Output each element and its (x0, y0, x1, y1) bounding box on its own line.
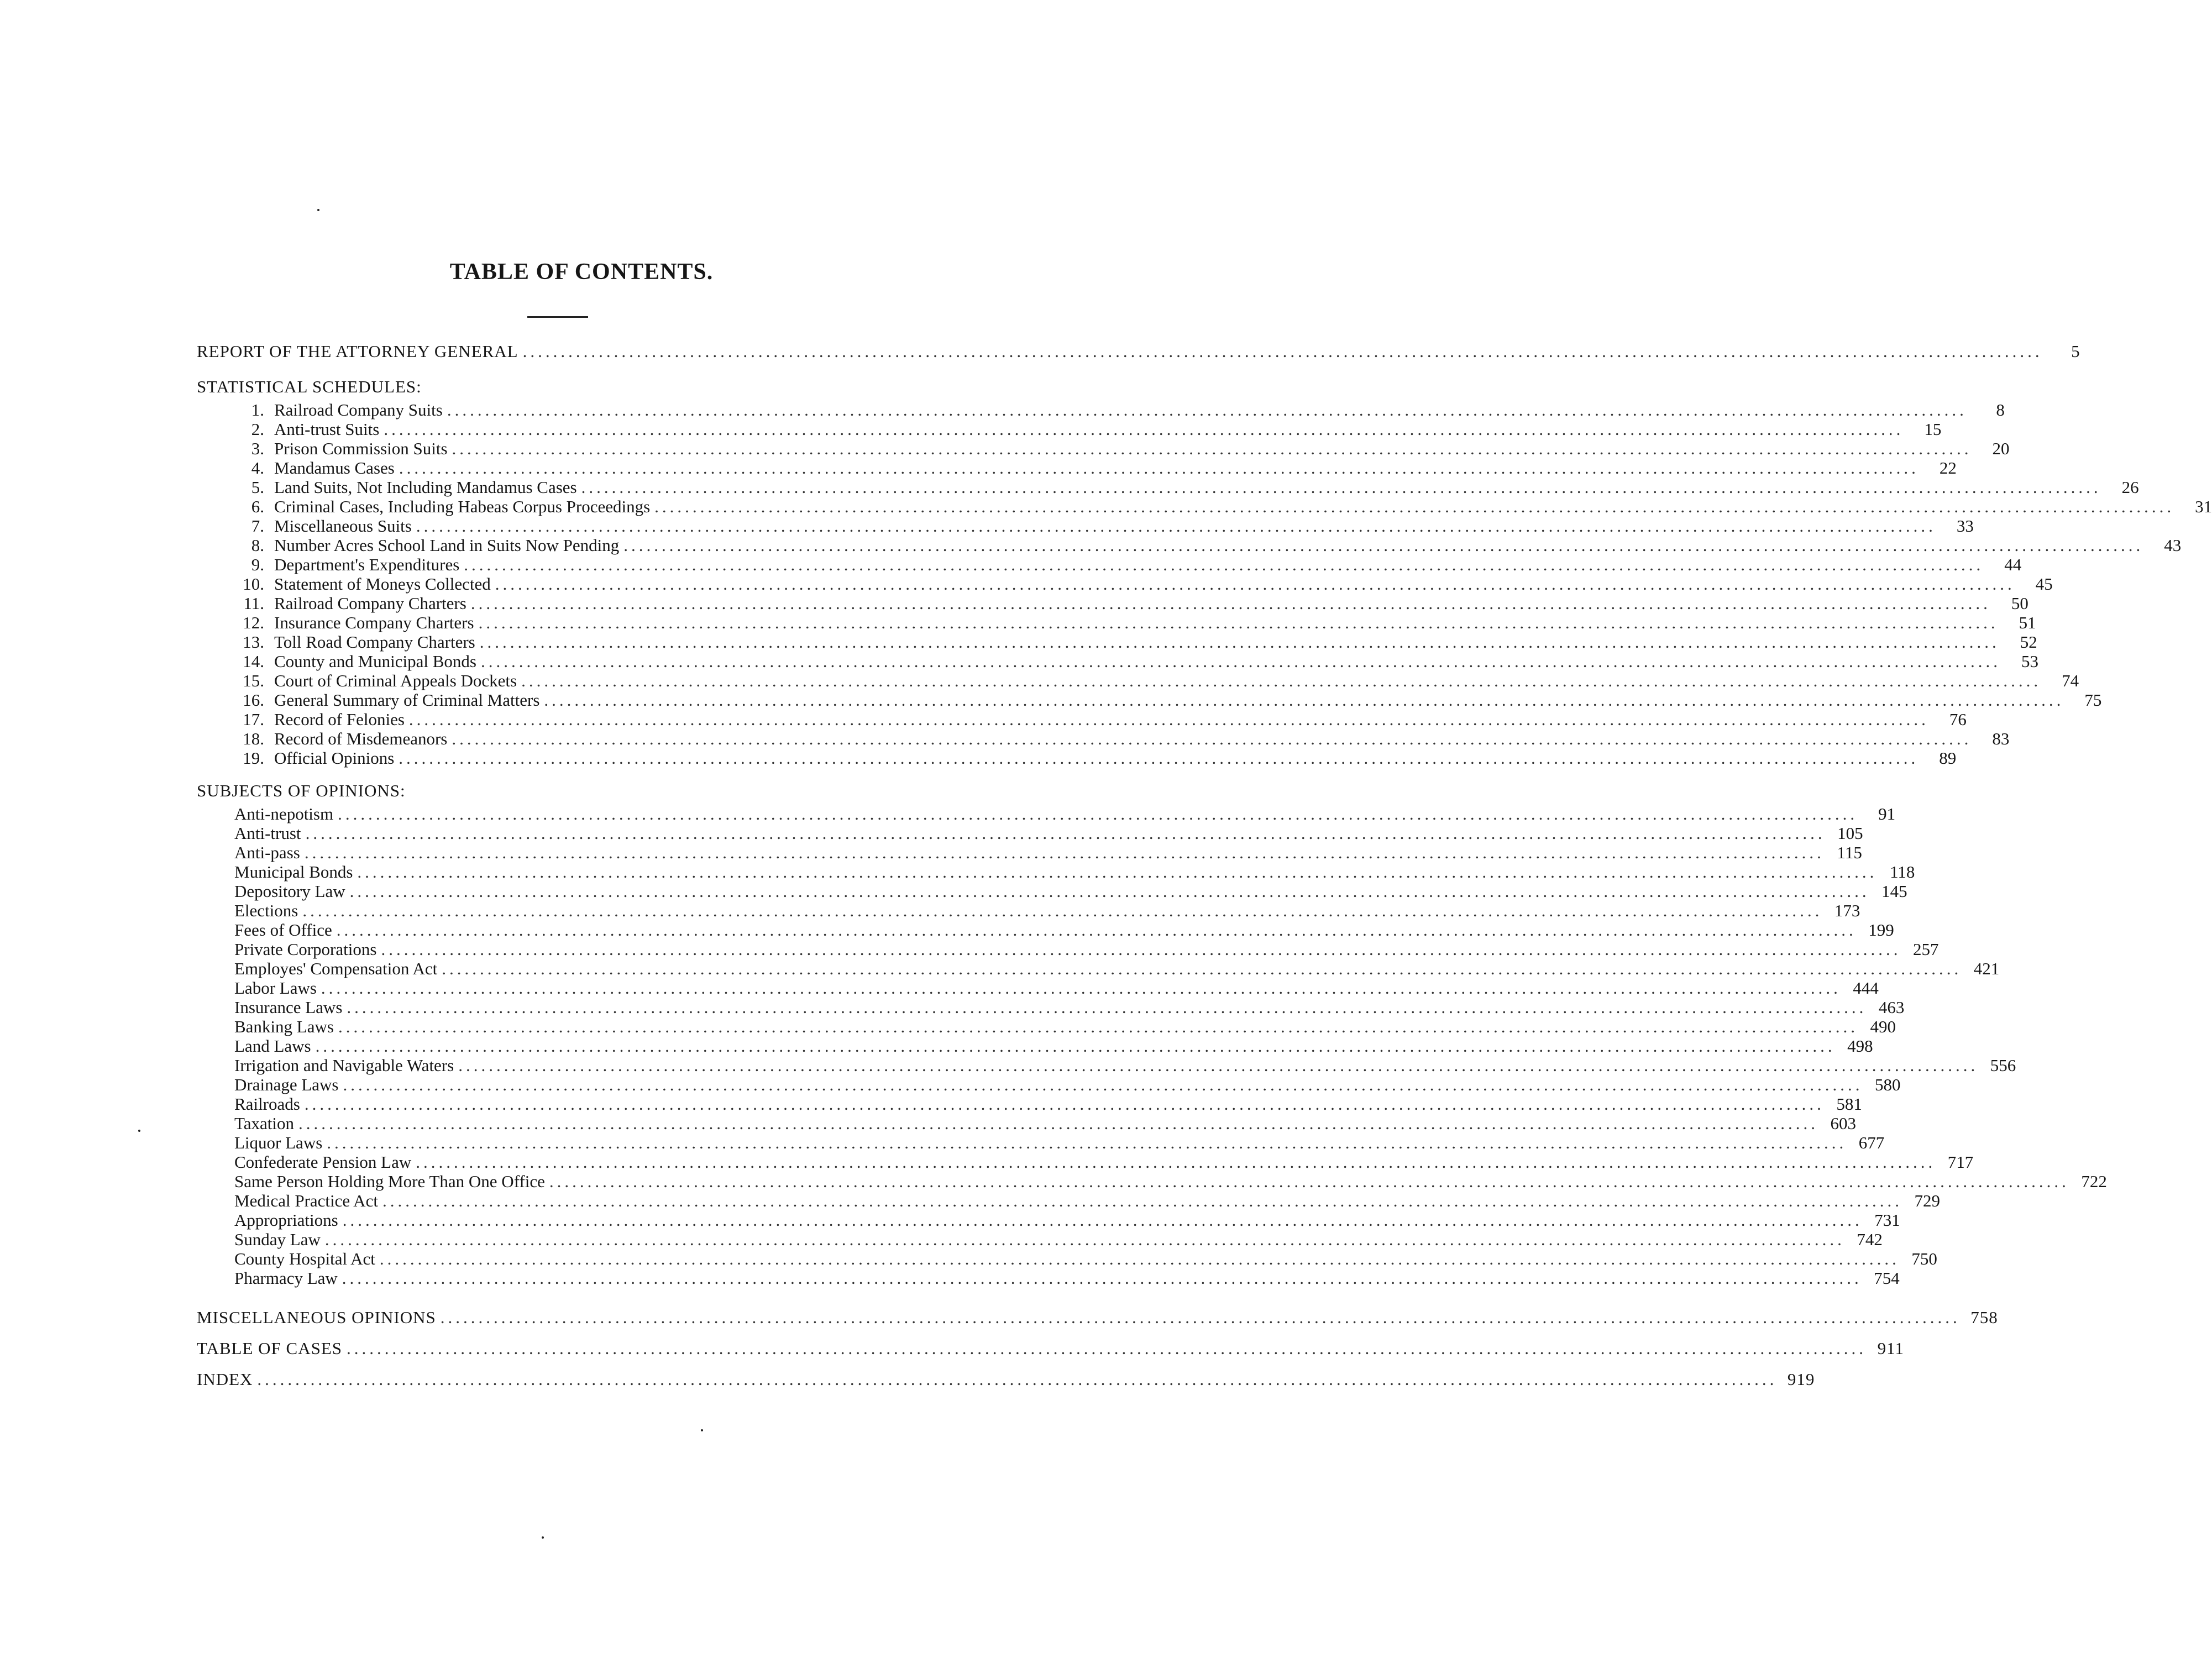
toc-entry-label: Municipal Bonds (234, 862, 353, 882)
toc-entry (197, 458, 1957, 478)
toc-entry-page: 257 (1912, 940, 1939, 959)
toc-entry-number: 11. (243, 594, 264, 613)
toc-entry-label: Number Acres School Land in Suits Now Pending (274, 536, 620, 555)
toc-entry-label: Drainage Laws (234, 1075, 339, 1094)
dot-leader: ........................................................................................................................................................................................................ (343, 1075, 1863, 1094)
toc-entry-label: Land Suits, Not Including Mandamus Cases (274, 478, 577, 497)
statistical-schedules-list (197, 400, 2212, 768)
toc-entry-page: 52 (2020, 632, 2037, 652)
toc-entry-label: Irrigation and Navigable Waters (234, 1056, 454, 1075)
toc-entry-page: 729 (1914, 1191, 1940, 1210)
toc-entry-label: MISCELLANEOUS OPINIONS (197, 1308, 436, 1327)
dot-leader: ........................................................................................................................................................................................................ (349, 882, 1870, 901)
toc-entry-label: REPORT OF THE ATTORNEY GENERAL (197, 342, 518, 361)
toc-entry-page: 199 (1868, 920, 1894, 940)
dot-leader: ........................................................................................................................................................................................................ (315, 1036, 1836, 1056)
dot-leader: ........................................................................................................................................................................................................ (470, 594, 1991, 613)
toc-entry-page: 731 (1874, 1210, 1900, 1230)
toc-entry-label: Insurance Laws (234, 998, 343, 1017)
toc-entry (197, 1210, 1900, 1230)
toc-entry-page: 556 (1990, 1056, 2016, 1075)
toc-entry-number: 1. (251, 400, 264, 419)
toc-entry-label: Taxation (234, 1114, 295, 1133)
toc-entry (197, 843, 1862, 862)
dot-leader: ........................................................................................................................................................................................................ (257, 1370, 1778, 1389)
toc-entry-page: 603 (1830, 1114, 1857, 1133)
toc-entry-label: Prison Commission Suits (274, 439, 448, 458)
dot-leader: ........................................................................................................................................................................................................ (304, 843, 1825, 862)
toc-entry-label: Medical Practice Act (234, 1191, 378, 1210)
dot-leader: ........................................................................................................................................................................................................ (521, 671, 2042, 690)
toc-entry (197, 400, 2005, 419)
dot-leader: ........................................................................................................................................................................................................ (304, 1094, 1825, 1114)
title-rule (527, 316, 588, 318)
dot-leader: ........................................................................................................................................................................................................ (357, 862, 1878, 882)
dot-leader: ........................................................................................................................................................................................................ (338, 804, 1858, 823)
toc-entry-label: Mandamus Cases (274, 458, 395, 478)
dot-leader: ........................................................................................................................................................................................................ (336, 920, 1857, 940)
dot-leader: ........................................................................................................................................................................................................ (458, 1056, 1979, 1075)
toc-entry-label: Anti-nepotism (234, 804, 334, 823)
toc-entry-label: County and Municipal Bonds (274, 652, 476, 671)
toc-entry-page: 742 (1857, 1230, 1883, 1249)
toc-entry-label: County Hospital Act (234, 1249, 375, 1268)
toc-entry-label: Pharmacy Law (234, 1268, 338, 1288)
toc-entry (197, 1094, 1862, 1114)
print-speck (542, 1536, 544, 1539)
dot-leader: ........................................................................................................................................................................................................ (342, 1268, 1862, 1288)
toc-entry-label: Anti-trust (234, 823, 301, 843)
toc-entry (197, 536, 2182, 555)
toc-entry (197, 419, 1942, 439)
toc-entry (197, 1075, 1901, 1094)
toc-entry-number: 18. (243, 729, 264, 748)
dot-leader: ........................................................................................................................................................................................................ (623, 536, 2144, 555)
toc-entry (197, 497, 2212, 516)
toc-entry-page: 754 (1874, 1268, 1900, 1288)
toc-entry (197, 959, 2000, 978)
dot-leader: ........................................................................................................................................................................................................ (416, 1152, 1936, 1172)
toc-entry-index (197, 1364, 1815, 1395)
toc-entry-page: 20 (1992, 439, 2010, 458)
toc-entry (197, 555, 2022, 574)
dot-leader: ........................................................................................................................................................................................................ (347, 998, 1867, 1017)
toc-entry (197, 998, 1905, 1017)
toc-entry (197, 1191, 1940, 1210)
toc-entry (197, 978, 1879, 998)
toc-entry-number: 3. (251, 439, 264, 458)
toc-entry (197, 652, 2038, 671)
toc-entry (197, 1249, 1937, 1268)
toc-entry (197, 671, 2079, 690)
toc-entry-label: INDEX (197, 1370, 253, 1389)
toc-entry-number: 8. (251, 536, 264, 555)
toc-entry-number: 15. (243, 671, 264, 690)
dot-leader: ........................................................................................................................................................................................................ (347, 1339, 1867, 1358)
toc-entry-page: 50 (2011, 594, 2028, 613)
toc-entry (197, 1056, 2016, 1075)
toc-entry (197, 729, 2010, 748)
dot-leader: ........................................................................................................................................................................................................ (302, 901, 1823, 920)
toc-entry (197, 574, 2053, 594)
toc-entry-page: 44 (2004, 555, 2022, 574)
dot-leader: ........................................................................................................................................................................................................ (452, 439, 1972, 458)
toc-entry-label: Elections (234, 901, 298, 920)
toc-entry-page: 463 (1878, 998, 1905, 1017)
toc-entry-page: 105 (1837, 823, 1863, 843)
dot-leader: ........................................................................................................................................................................................................ (464, 555, 1984, 574)
toc-entry (197, 804, 1896, 823)
dot-leader: ........................................................................................................................................................................................................ (324, 1230, 1845, 1249)
toc-entry-page: 444 (1853, 978, 1879, 998)
toc-entry-page: 498 (1847, 1036, 1873, 1056)
toc-entry-label: Department's Expenditures (274, 555, 460, 574)
print-speck (138, 1130, 140, 1132)
toc-entry-page: 581 (1836, 1094, 1862, 1114)
dot-leader: ........................................................................................................................................................................................................ (338, 1017, 1858, 1036)
toc-entry (197, 594, 2028, 613)
toc-entry-label: Liquor Laws (234, 1133, 323, 1152)
toc-entry-page: 758 (1970, 1308, 1998, 1327)
dot-leader: ........................................................................................................................................................................................................ (305, 823, 1826, 843)
dot-leader: ........................................................................................................................................................................................................ (581, 478, 2101, 497)
toc-entry (197, 478, 2139, 497)
toc-entry-label: Miscellaneous Suits (274, 516, 412, 536)
dot-leader: ........................................................................................................................................................................................................ (522, 342, 2043, 361)
toc-entry-page: 26 (2121, 478, 2139, 497)
print-speck (317, 209, 319, 211)
toc-entry-page: 145 (1881, 882, 1907, 901)
toc-entry (197, 920, 1894, 940)
section-heading-subjects: SUBJECTS OF OPINIONS: (197, 781, 406, 800)
toc-entry-page: 677 (1858, 1133, 1885, 1152)
toc-entry-page: 89 (1939, 748, 1957, 768)
toc-entry-page: 74 (2062, 671, 2079, 690)
toc-entry-label: Insurance Company Charters (274, 613, 474, 632)
toc-entry-page: 76 (1949, 710, 1967, 729)
toc-entry-label: Record of Felonies (274, 710, 405, 729)
toc-entry-number: 5. (251, 478, 264, 497)
toc-entry-number: 19. (243, 748, 264, 768)
dot-leader: ........................................................................................................................................................................................................ (384, 419, 1904, 439)
toc-entry (197, 862, 1915, 882)
toc-entry-label: Appropriations (234, 1210, 338, 1230)
toc-entry-page: 91 (1878, 804, 1896, 823)
dot-leader: ........................................................................................................................................................................................................ (478, 613, 1999, 632)
toc-entry-page: 31 (2195, 497, 2212, 516)
toc-entry-page: 8 (1996, 400, 2005, 419)
toc-entry-page: 53 (2021, 652, 2038, 671)
toc-entry-label: Private Corporations (234, 940, 377, 959)
toc-entry-number: 6. (251, 497, 264, 516)
dot-leader: ........................................................................................................................................................................................................ (452, 729, 1972, 748)
toc-entry-page: 5 (2071, 342, 2080, 361)
toc-entry (197, 823, 1863, 843)
dot-leader: ........................................................................................................................................................................................................ (382, 1191, 1902, 1210)
dot-leader: ........................................................................................................................................................................................................ (544, 690, 2064, 710)
toc-entry-label: Anti-pass (234, 843, 300, 862)
toc-entry-label: Sunday Law (234, 1230, 321, 1249)
toc-entry-number: 9. (251, 555, 264, 574)
toc-entry-label: Labor Laws (234, 978, 317, 998)
toc-entry (197, 1230, 1883, 1249)
dot-leader: ........................................................................................................................................................................................................ (321, 978, 1841, 998)
toc-entry (197, 1133, 1885, 1152)
toc-entry-number: 12. (243, 613, 264, 632)
toc-entry-table-of-cases (197, 1333, 1904, 1364)
toc-entry-page: 75 (2084, 690, 2102, 710)
toc-entry (197, 439, 2010, 458)
toc-entry-label: TABLE OF CASES (197, 1339, 342, 1358)
toc-entry-page: 911 (1877, 1339, 1904, 1358)
toc-entry-label: General Summary of Criminal Matters (274, 690, 540, 710)
print-speck (701, 1429, 703, 1431)
toc-entry-label: Official Opinions (274, 748, 395, 768)
dot-leader: ........................................................................................................................................................................................................ (495, 574, 2015, 594)
toc-entry-page: 722 (2081, 1172, 2107, 1191)
toc-entry-label: Depository Law (234, 882, 345, 901)
dot-leader: ........................................................................................................................................................................................................ (298, 1114, 1819, 1133)
toc-entry-label: Railroads (234, 1094, 300, 1114)
toc-entry-page: 43 (2164, 536, 2182, 555)
toc-entry (197, 710, 1967, 729)
dot-leader: ........................................................................................................................................................................................................ (442, 959, 1962, 978)
toc-entry-page: 750 (1911, 1249, 1937, 1268)
toc-entry (197, 516, 1974, 536)
dot-leader: ........................................................................................................................................................................................................ (327, 1133, 1847, 1152)
toc-entry-label: Land Laws (234, 1036, 311, 1056)
dot-leader: ........................................................................................................................................................................................................ (379, 1249, 1900, 1268)
toc-entry-number: 14. (243, 652, 264, 671)
dot-leader: ........................................................................................................................................................................................................ (342, 1210, 1863, 1230)
toc-entry-label: Same Person Holding More Than One Office (234, 1172, 545, 1191)
toc-entry-page: 45 (2035, 574, 2053, 594)
toc-entry (197, 940, 1939, 959)
dot-leader: ........................................................................................................................................................................................................ (399, 458, 1919, 478)
toc-entry-page: 580 (1875, 1075, 1901, 1094)
dot-leader: ........................................................................................................................................................................................................ (549, 1172, 2069, 1191)
toc-entry-page: 22 (1939, 458, 1957, 478)
toc-entry-label: Railroad Company Charters (274, 594, 466, 613)
section-heading-statistical: STATISTICAL SCHEDULES: (197, 377, 422, 396)
table-of-contents (197, 336, 2212, 1395)
toc-entry-number: 4. (251, 458, 264, 478)
toc-entry-page: 115 (1837, 843, 1862, 862)
toc-entry-page: 421 (1973, 959, 2000, 978)
toc-entry-label: Confederate Pension Law (234, 1152, 412, 1172)
toc-entry-label: Anti-trust Suits (274, 419, 380, 439)
toc-entry-page: 173 (1834, 901, 1860, 920)
toc-entry-page: 717 (1947, 1152, 1974, 1172)
toc-entry (197, 1114, 1857, 1133)
dot-leader: ........................................................................................................................................................................................................ (408, 710, 1929, 729)
toc-entry (197, 748, 1957, 768)
dot-leader: ........................................................................................................................................................................................................ (447, 400, 1967, 419)
toc-entry (197, 882, 1907, 901)
toc-entry-misc-opinions (197, 1302, 1998, 1333)
toc-entry-label: Railroad Company Suits (274, 400, 443, 419)
toc-entry-page: 33 (1956, 516, 1974, 536)
toc-entry-number: 2. (251, 419, 264, 439)
toc-entry-number: 16. (243, 690, 264, 710)
toc-entry-page: 83 (1992, 729, 2010, 748)
dot-leader: ........................................................................................................................................................................................................ (416, 516, 1936, 536)
dot-leader: ........................................................................................................................................................................................................ (480, 652, 2001, 671)
toc-entry (197, 1152, 1974, 1172)
toc-entry-label: Record of Misdemeanors (274, 729, 448, 748)
dot-leader: ........................................................................................................................................................................................................ (440, 1308, 1961, 1327)
toc-entry-page: 490 (1870, 1017, 1896, 1036)
toc-entry (197, 901, 1860, 920)
toc-entry-label: Criminal Cases, Including Habeas Corpus Proceedings (274, 497, 651, 516)
toc-entry-label: Fees of Office (234, 920, 332, 940)
dot-leader: ........................................................................................................................................................................................................ (654, 497, 2175, 516)
toc-entry-page: 51 (2019, 613, 2036, 632)
toc-entry (197, 1172, 2107, 1191)
toc-entry (197, 690, 2102, 710)
toc-entry-label: Employes' Compensation Act (234, 959, 438, 978)
dot-leader: ........................................................................................................................................................................................................ (399, 748, 1919, 768)
toc-entry-number: 10. (243, 574, 264, 594)
dot-leader: ........................................................................................................................................................................................................ (381, 940, 1901, 959)
toc-entry-number: 17. (243, 710, 264, 729)
subjects-of-opinions-list (197, 804, 2107, 1288)
toc-entry-report (197, 336, 2080, 367)
toc-entry-page: 15 (1924, 419, 1942, 439)
toc-entry (197, 613, 2036, 632)
toc-entry-label: Court of Criminal Appeals Dockets (274, 671, 517, 690)
toc-entry-label: Statement of Moneys Collected (274, 574, 491, 594)
toc-entry-page: 118 (1890, 862, 1915, 882)
toc-entry (197, 1036, 1873, 1056)
toc-entry-label: Toll Road Company Charters (274, 632, 475, 652)
page-title: TABLE OF CONTENTS. (449, 259, 714, 285)
toc-entry-page: 919 (1787, 1370, 1815, 1389)
toc-entry-label: Banking Laws (234, 1017, 334, 1036)
toc-entry-number: 13. (243, 632, 264, 652)
toc-entry (197, 632, 2037, 652)
toc-entry (197, 1017, 1896, 1036)
toc-entry (197, 1268, 1900, 1288)
toc-entry-number: 7. (251, 516, 264, 536)
dot-leader: ........................................................................................................................................................................................................ (479, 632, 2000, 652)
